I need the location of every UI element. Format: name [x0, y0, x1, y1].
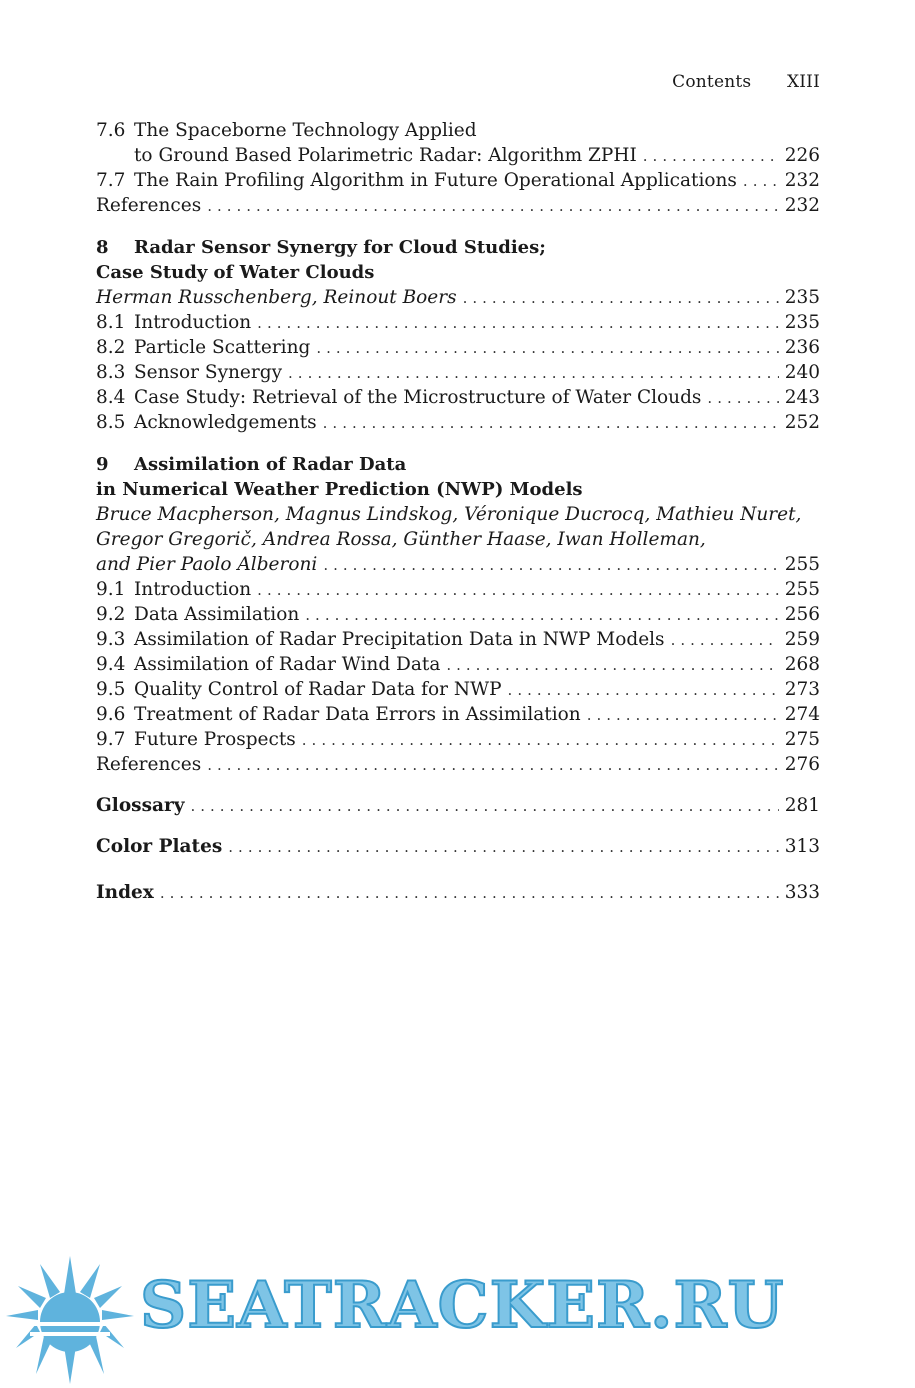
toc-entry[interactable] [96, 727, 820, 752]
chapter-9-title[interactable] [96, 452, 820, 477]
toc-entry[interactable] [96, 627, 820, 652]
leader-dots [316, 336, 778, 361]
toc-entry-number: 9.1 [96, 579, 126, 600]
toc-entry-title: References [96, 195, 202, 216]
toc-entry-title: Glossary [96, 795, 185, 816]
toc-entry[interactable] [96, 702, 820, 727]
toc-entry-title: to Ground Based Polarimetric Radar: Algorithm ZPHI [134, 145, 637, 166]
toc-page-number: 333 [784, 882, 820, 903]
toc-page-number: 255 [784, 554, 820, 575]
chapter-title-line: Case Study of Water Clouds [96, 262, 375, 283]
leader-dots [257, 578, 779, 603]
toc-entry-7-6-continued[interactable] [96, 143, 820, 168]
toc-entry-title: Introduction [134, 579, 252, 600]
toc-entry-title: Quality Control of Radar Data for NWP [134, 679, 502, 700]
toc-entry-number: 8.4 [96, 387, 126, 408]
toc-page-number: 268 [784, 654, 820, 675]
toc-entry-number: 8.2 [96, 337, 126, 358]
running-head-page-number: XIII [786, 72, 820, 92]
leader-dots [508, 678, 779, 703]
leader-dots [257, 311, 779, 336]
leader-dots [707, 386, 778, 411]
leader-dots [463, 286, 779, 311]
leader-dots [207, 753, 779, 778]
toc-entry-number: 9.5 [96, 679, 126, 700]
watermark [0, 1250, 915, 1388]
chapter-8-title[interactable] [96, 235, 820, 260]
toc-entry-number: 9.2 [96, 604, 126, 625]
chapter-9-authors-line-1 [96, 502, 820, 527]
toc-entry[interactable] [96, 360, 820, 385]
toc-page-number: 256 [784, 604, 820, 625]
toc-page-number: 235 [784, 287, 820, 308]
toc-entry-title: Index [96, 882, 154, 903]
table-of-contents [96, 118, 820, 905]
chapter-number: 9 [96, 454, 109, 475]
chapter-9-authors-line-2 [96, 527, 820, 552]
toc-entry-title: References [96, 754, 202, 775]
toc-entry[interactable] [96, 677, 820, 702]
toc-entry[interactable] [96, 652, 820, 677]
toc-entry-color-plates[interactable] [96, 834, 820, 859]
leader-dots [643, 144, 779, 169]
chapter-8-title-continued[interactable] [96, 260, 820, 285]
toc-page-number: 281 [784, 795, 820, 816]
chapter-title-line: Assimilation of Radar Data [134, 454, 407, 475]
leader-dots [160, 881, 779, 906]
toc-entry-references-ch7[interactable] [96, 193, 820, 218]
leader-dots [288, 361, 779, 386]
toc-entry[interactable] [96, 602, 820, 627]
chapter-8-authors[interactable] [96, 285, 820, 310]
toc-entry[interactable] [96, 310, 820, 335]
toc-entry-title: Case Study: Retrieval of the Microstructure of Water Clouds [134, 387, 702, 408]
running-head [642, 72, 820, 92]
chapter-9-authors-line-3[interactable] [96, 552, 820, 577]
toc-page-number: 274 [784, 704, 820, 725]
chapter-8-sections [96, 310, 820, 435]
toc-entry[interactable] [96, 385, 820, 410]
toc-entry-number: 7.7 [96, 170, 126, 191]
leader-dots [302, 728, 779, 753]
leader-dots [743, 169, 779, 194]
leader-dots [323, 411, 779, 436]
toc-entry-title: Color Plates [96, 836, 223, 857]
toc-entry-title: Sensor Synergy [134, 362, 283, 383]
toc-entry-7-7[interactable] [96, 168, 820, 193]
toc-page-number: 232 [784, 195, 820, 216]
toc-entry-title: The Rain Profiling Algorithm in Future Operational Applications [134, 170, 737, 191]
toc-entry-number: 9.6 [96, 704, 126, 725]
leader-dots [671, 628, 779, 653]
toc-page-number: 235 [784, 312, 820, 333]
toc-entry-glossary[interactable] [96, 793, 820, 818]
chapter-title-line: in Numerical Weather Prediction (NWP) Models [96, 479, 583, 500]
toc-page-number: 313 [784, 836, 820, 857]
toc-entry-number: 8.5 [96, 412, 126, 433]
sun-icon [0, 1250, 140, 1388]
chapter-authors: Bruce Macpherson, Magnus Lindskog, Véronique Ducrocq, Mathieu Nuret, [96, 504, 802, 525]
toc-entry-number: 9.4 [96, 654, 126, 675]
toc-page-number: 226 [784, 145, 820, 166]
toc-entry-title: Assimilation of Radar Precipitation Data in NWP Models [134, 629, 665, 650]
toc-page-number: 252 [784, 412, 820, 433]
toc-entry-7-6[interactable] [96, 118, 820, 143]
toc-page-number: 255 [784, 579, 820, 600]
leader-dots [323, 553, 778, 578]
leader-dots [305, 603, 778, 628]
toc-page-number: 232 [784, 170, 820, 191]
toc-entry-references-ch9[interactable] [96, 752, 820, 777]
leader-dots [190, 794, 778, 819]
chapter-number: 8 [96, 237, 109, 258]
toc-entry-title: Particle Scattering [134, 337, 311, 358]
toc-entry-title: The Spaceborne Technology Applied [134, 120, 477, 141]
toc-page-number: 243 [784, 387, 820, 408]
toc-entry-title: Acknowledgements [134, 412, 317, 433]
toc-page-number: 259 [784, 629, 820, 650]
toc-page-number: 236 [784, 337, 820, 358]
toc-entry[interactable] [96, 577, 820, 602]
toc-entry-number: 9.7 [96, 729, 126, 750]
running-head-section: Contents [672, 72, 752, 92]
toc-entry-title: Future Prospects [134, 729, 296, 750]
toc-entry-number: 8.1 [96, 312, 126, 333]
toc-page-number: 273 [784, 679, 820, 700]
toc-entry-number: 9.3 [96, 629, 126, 650]
leader-dots [587, 703, 779, 728]
toc-entry-title: Introduction [134, 312, 252, 333]
toc-page-number: 276 [784, 754, 820, 775]
toc-entry[interactable] [96, 410, 820, 435]
chapter-9-sections [96, 577, 820, 752]
toc-page-number: 275 [784, 729, 820, 750]
toc-entry-number: 8.3 [96, 362, 126, 383]
chapter-9-title-continued[interactable] [96, 477, 820, 502]
watermark-text: SEATRACKER.RU [140, 1268, 785, 1343]
leader-dots [207, 194, 779, 219]
toc-entry-title: Assimilation of Radar Wind Data [134, 654, 441, 675]
toc-entry-number: 7.6 [96, 120, 126, 141]
chapter-authors: Gregor Gregorič, Andrea Rossa, Günther Haase, Iwan Holleman, [96, 529, 706, 550]
toc-entry-title: Treatment of Radar Data Errors in Assimilation [134, 704, 581, 725]
chapter-authors: and Pier Paolo Alberoni [96, 554, 318, 575]
toc-entry[interactable] [96, 335, 820, 360]
toc-entry-index[interactable] [96, 880, 820, 905]
chapter-authors: Herman Russchenberg, Reinout Boers [96, 287, 457, 308]
chapter-title-line: Radar Sensor Synergy for Cloud Studies; [134, 237, 546, 258]
toc-page-number: 240 [784, 362, 820, 383]
leader-dots [446, 653, 778, 678]
leader-dots [228, 835, 778, 860]
toc-entry-title: Data Assimilation [134, 604, 300, 625]
